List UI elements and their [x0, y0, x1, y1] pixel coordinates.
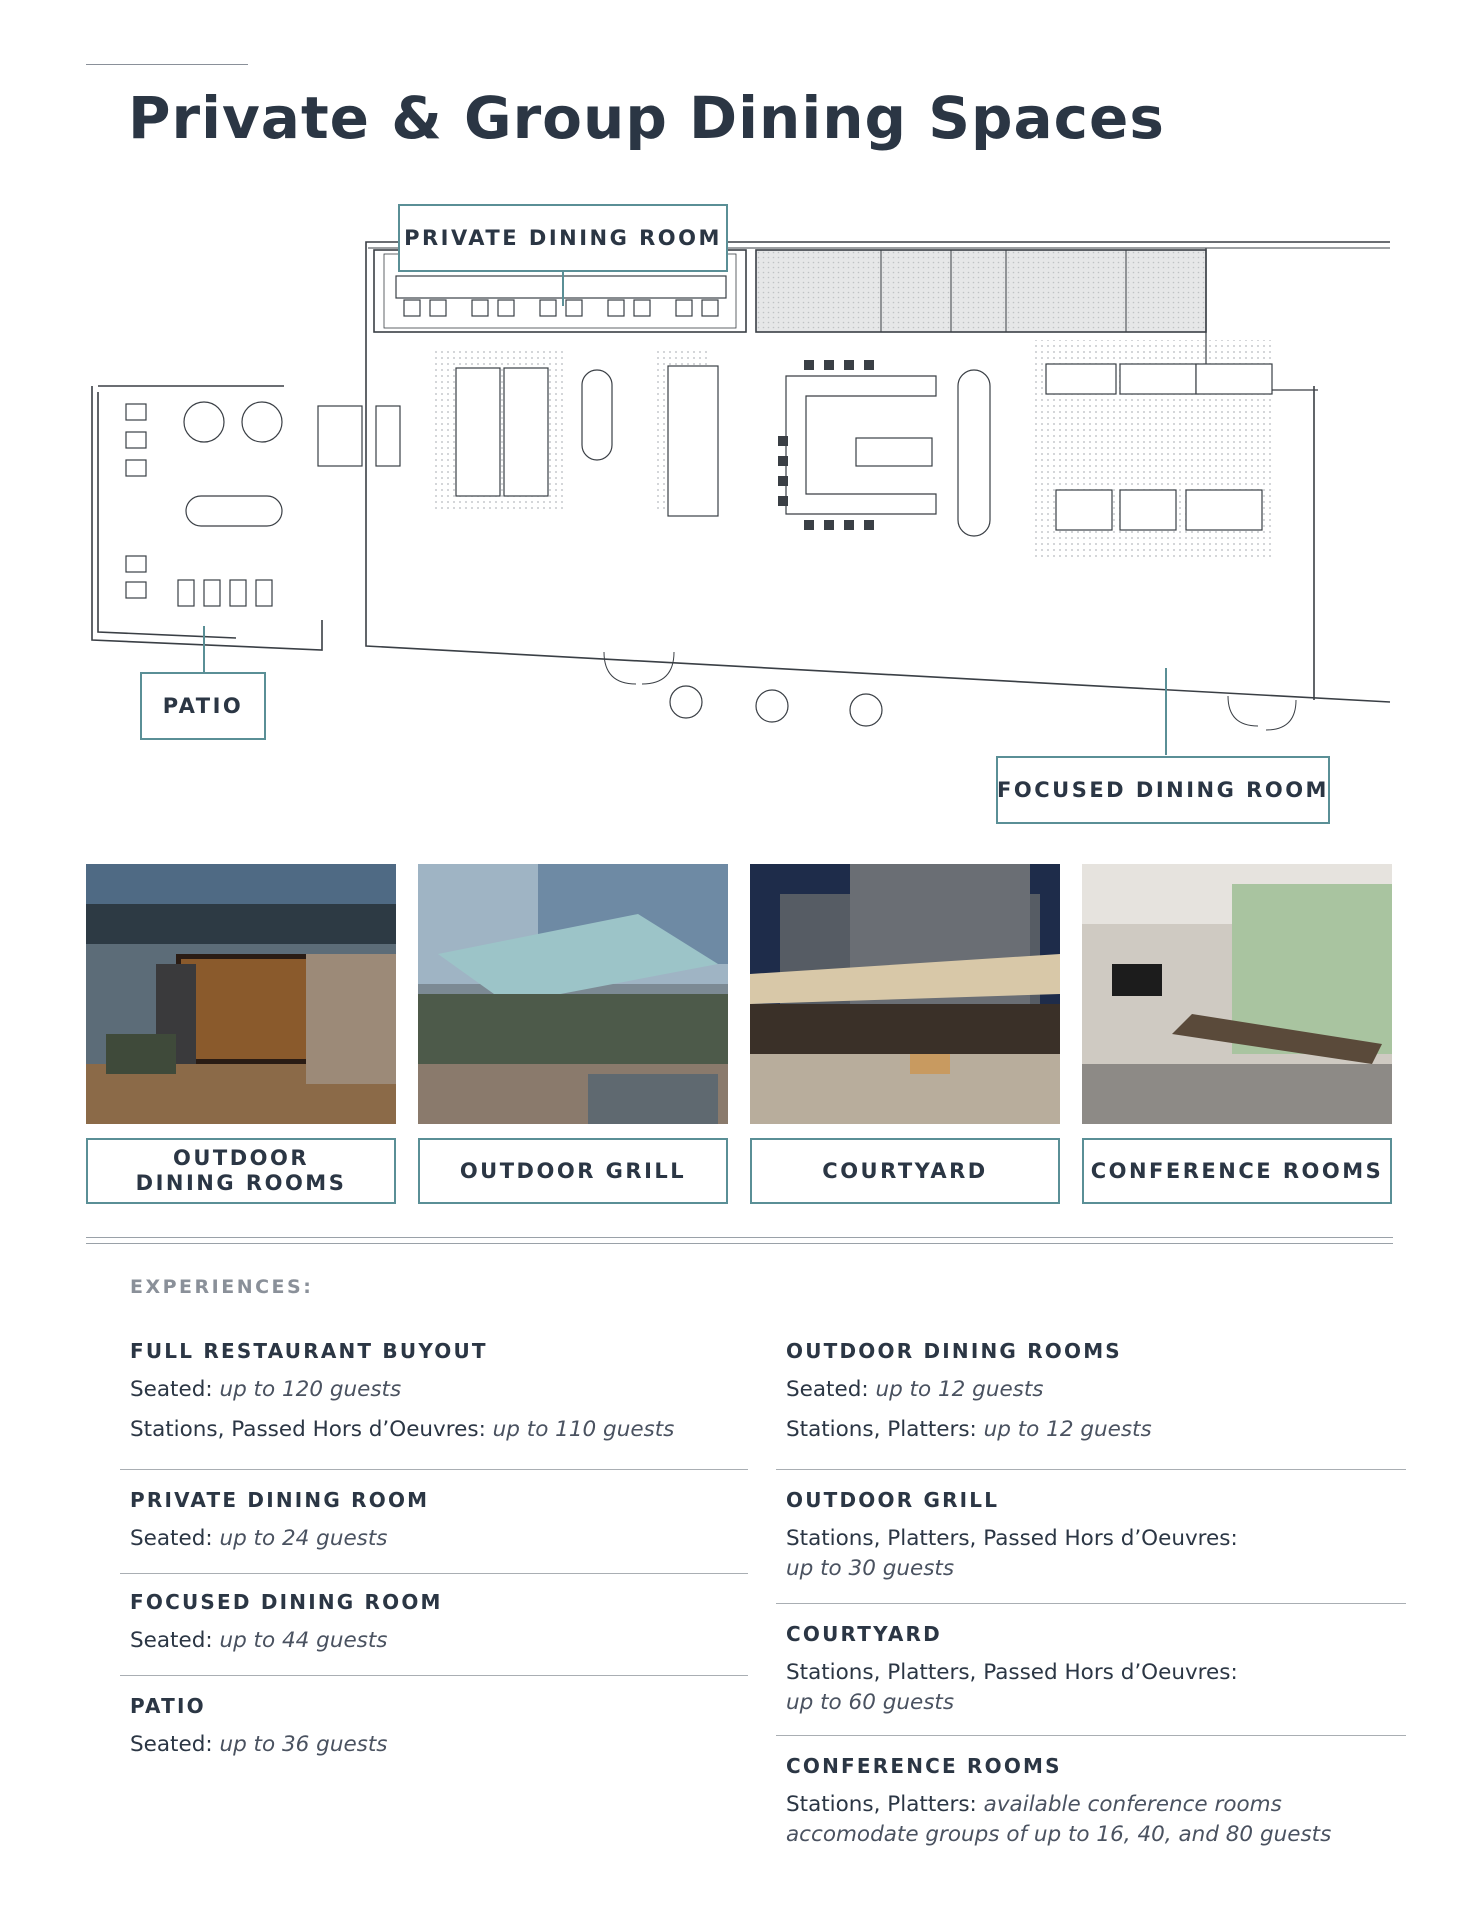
callout-patio: PATIO	[140, 672, 266, 740]
caption-conference-rooms: CONFERENCE ROOMS	[1082, 1138, 1392, 1204]
page-title: Private & Group Dining Spaces	[128, 84, 1165, 152]
photo-outdoor-grill	[418, 864, 728, 1124]
experience-outdoor-dining-rooms: OUTDOOR DINING ROOMS Seated: up to 12 guests Stations, Platters: up to 12 guests	[786, 1339, 1152, 1442]
caption-outdoor-grill: OUTDOOR GRILL	[418, 1138, 728, 1204]
experience-full-restaurant-buyout: FULL RESTAURANT BUYOUT Seated: up to 120 guests Stations, Passed Hors d’Oeuvres: up to 110 guests	[130, 1339, 675, 1442]
callout-focused-dining-room: FOCUSED DINING ROOM	[996, 756, 1330, 824]
experience-courtyard: COURTYARD Stations, Platters, Passed Hors d’Oeuvres: up to 60 guests	[776, 1603, 1406, 1735]
experiences-left-column	[120, 1335, 748, 1775]
divider	[86, 1237, 1393, 1238]
experience-outdoor-grill: OUTDOOR GRILL Stations, Platters, Passed Hors d’Oeuvres: up to 30 guests	[776, 1469, 1406, 1603]
photo-conference-rooms	[1082, 864, 1392, 1124]
experiences-heading: EXPERIENCES:	[130, 1276, 314, 1298]
experience-focused-dining-room: FOCUSED DINING ROOM Seated: up to 44 guests	[120, 1573, 748, 1675]
experiences-right-column	[776, 1335, 1406, 1865]
experience-conference-rooms: CONFERENCE ROOMS Stations, Platters: available conference rooms accomodate groups of up to 16, 40, and 80 guests	[776, 1735, 1406, 1865]
experience-patio: PATIO Seated: up to 36 guests	[120, 1675, 748, 1775]
divider	[86, 1243, 1393, 1244]
top-rule	[86, 64, 248, 65]
callout-private-dining-room: PRIVATE DINING ROOM	[398, 204, 728, 272]
floor-plan	[86, 200, 1406, 840]
caption-outdoor-dining-rooms: OUTDOOR DINING ROOMS	[86, 1138, 396, 1204]
caption-courtyard: COURTYARD	[750, 1138, 1060, 1204]
photo-outdoor-dining-rooms	[86, 864, 396, 1124]
experience-private-dining-room: PRIVATE DINING ROOM Seated: up to 24 guests	[120, 1469, 748, 1573]
photo-courtyard	[750, 864, 1060, 1124]
